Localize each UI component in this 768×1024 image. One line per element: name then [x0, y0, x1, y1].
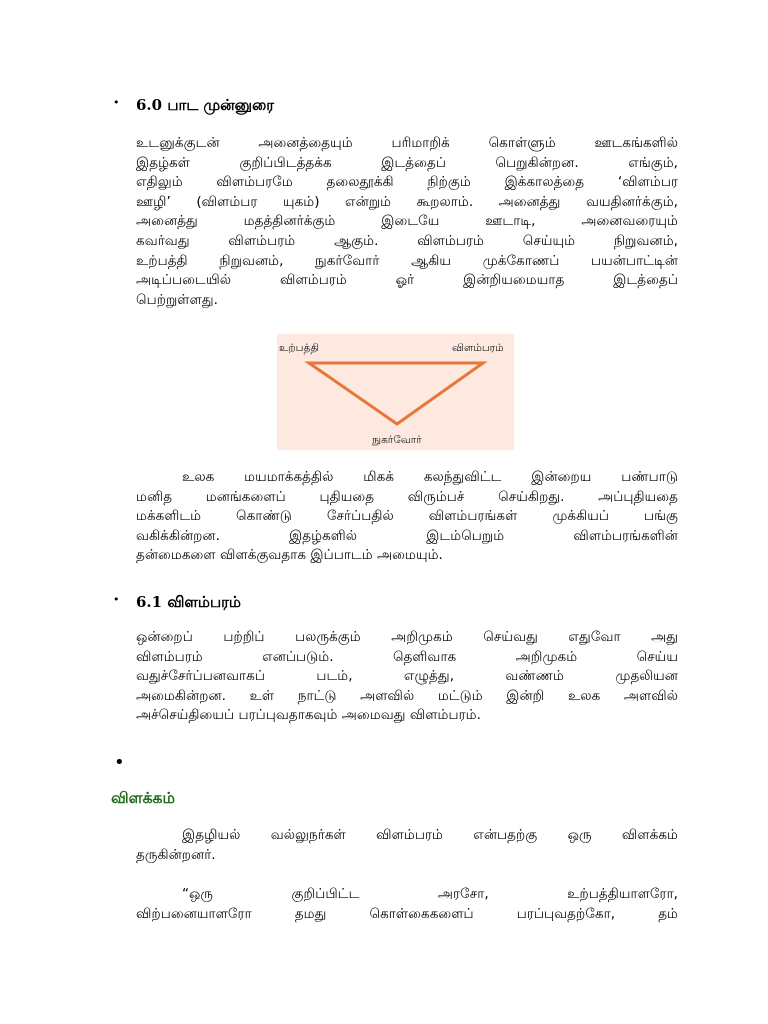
- paragraph-line: மனித மனங்களைப் புதியதை விரும்பச் செய்கிறது. அப்புதியதை: [136, 488, 678, 505]
- paragraph-line: எதிலும் விளம்பரமே தலைதூக்கி நிற்கும் இக்காலத்தை ‘விளம்பர: [136, 174, 678, 191]
- diagram-label-consumer: நுகர்வோர்: [372, 434, 422, 446]
- paragraph-line: அடிப்படையில் விளம்பரம் ஓர் இன்றியமையாத இடத்தைப்: [136, 272, 678, 289]
- paragraph-line: உற்பத்தி நிறுவனம், நுகர்வோர் ஆகிய முக்கோணப் பயன்பாட்டின்: [136, 252, 678, 269]
- intro-continuation-paragraph: [136, 468, 678, 566]
- triangle-diagram: [277, 334, 514, 450]
- triangle-diagram-svg: [277, 334, 514, 450]
- section-heading-advertisement: 6.1 விளம்பரம்: [136, 593, 241, 611]
- paragraph-line: “ஒரு குறிப்பிட்ட அரசோ, உற்பத்தியாளரோ,: [182, 886, 678, 902]
- paragraph-line: மக்களிடம் கொண்டு சேர்ப்பதில் விளம்பரங்கள் முக்கியப் பங்கு: [136, 508, 678, 525]
- paragraph-line: விளம்பரம் எனப்படும். தெளிவாக அறிமுகம் செய்ய: [136, 648, 678, 665]
- paragraph-line: வதுச்சேர்ப்பனவாகப் படம், எழுத்து, வண்ணம் முதலியன: [136, 668, 678, 685]
- explanation-paragraph: [136, 826, 678, 865]
- paragraph-line: வகிக்கின்றன. இதழ்களில் இடம்பெறும் விளம்பரங்களின்: [136, 527, 678, 544]
- paragraph-line: விற்பனையாளரோ தமது கொள்கைகளைப் பரப்புவதற்கோ, தம்: [136, 905, 678, 922]
- paragraph-line: கவர்வது விளம்பரம் ஆகும். விளம்பரம் செய்யும் நிறுவனம்,: [136, 232, 678, 249]
- paragraph-line: ஒன்றைப் பற்றிப் பலருக்கும் அறிமுகம் செய்வது எதுவோ அது: [136, 629, 678, 645]
- paragraph-line: உடனுக்குடன் அனைத்தையும் பரிமாறிக் கொள்ளும் ஊடகங்களில்: [136, 135, 678, 151]
- paragraph-line: உலக மயமாக்கத்தில் மிகக் கலந்துவிட்ட இன்றைய பண்பாடு: [182, 469, 678, 485]
- paragraph-line: தருகின்றனர்.: [136, 846, 216, 863]
- paragraph-line: தன்மைகளை விளக்குவதாக இப்பாடம் அமையும்.: [136, 547, 443, 564]
- intro-paragraph: [136, 134, 678, 310]
- diagram-label-advertisement: விளம்பரம்: [452, 342, 504, 354]
- bullet-icon: •: [113, 593, 120, 606]
- bullet-icon: •: [114, 752, 125, 773]
- definition-paragraph: [136, 885, 678, 924]
- paragraph-line: அனைத்து மதத்தினர்க்கும் இடையே ஊடாடி, அனைவரையும்: [136, 213, 678, 230]
- paragraph-line: ஊழி’ (விளம்பர யுகம்) என்றும் கூறலாம். அனைத்து வயதினர்க்கும்,: [136, 193, 678, 210]
- section-heading-intro: 6.0 பாட முன்னுரை: [136, 96, 275, 114]
- paragraph-line: அச்செய்தியைப் பரப்புவதாகவும் அமைவது விளம்பரம்.: [136, 707, 481, 724]
- advertisement-paragraph: [136, 628, 678, 726]
- paragraph-line: இதழியல் வல்லுநர்கள் விளம்பரம் என்பதற்கு ஒரு விளக்கம்: [182, 827, 678, 843]
- paragraph-line: பெற்றுள்ளது.: [136, 291, 218, 308]
- diagram-label-production: உற்பத்தி: [279, 342, 319, 354]
- section-heading-explanation: விளக்கம்: [111, 788, 175, 807]
- bullet-icon: •: [113, 96, 120, 109]
- paragraph-line: அமைகின்றன. உள் நாட்டு அளவில் மட்டும் இன்றி உலக அளவில்: [136, 687, 678, 704]
- paragraph-line: இதழ்கள் குறிப்பிடத்தக்க இடத்தைப் பெறுகின்றன. எங்கும்,: [136, 154, 678, 171]
